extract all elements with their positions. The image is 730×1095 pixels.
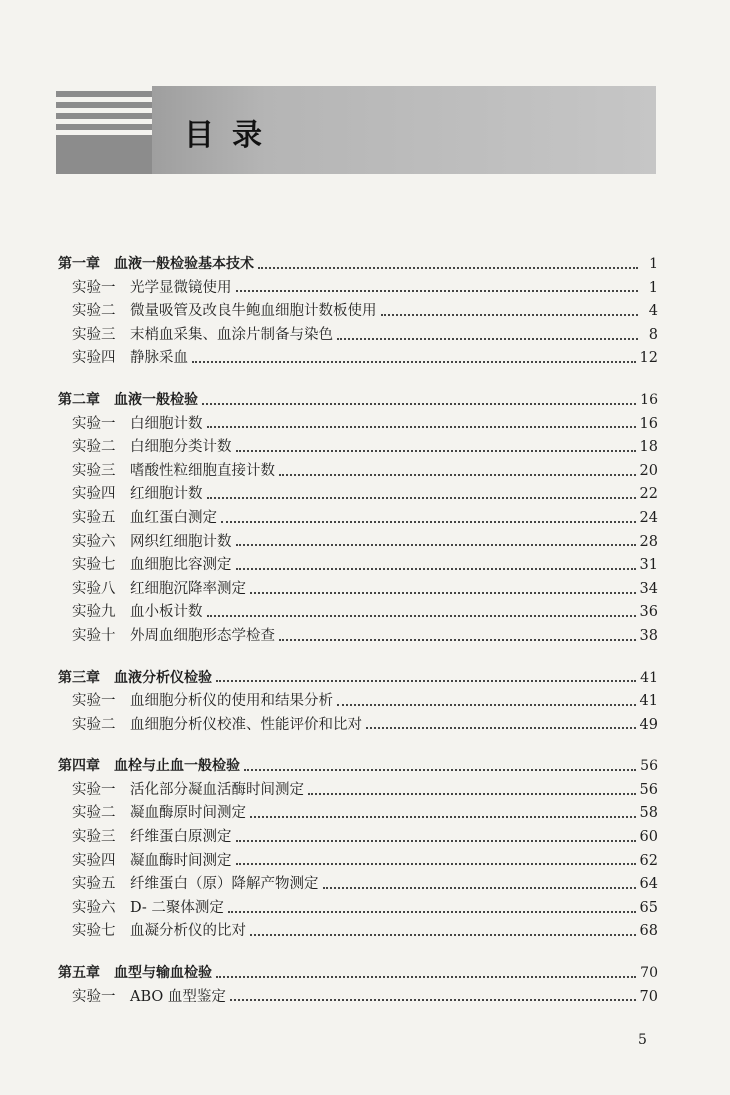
item-page-number: 8 xyxy=(648,326,658,343)
chapter-title: 血型与输血检验 xyxy=(114,965,212,982)
item-label: 实验七 xyxy=(72,923,116,940)
item-label: 实验三 xyxy=(72,829,116,846)
toc-item-entry[interactable] xyxy=(58,850,658,874)
toc-header-banner xyxy=(56,86,656,174)
decorative-block xyxy=(56,138,152,174)
chapter-label: 第五章 xyxy=(58,965,100,982)
item-label: 实验一 xyxy=(72,279,116,296)
dot-leader xyxy=(236,450,636,452)
dot-leader xyxy=(207,615,636,617)
item-title: 红细胞沉降率测定 xyxy=(130,580,246,597)
toc-item-entry[interactable] xyxy=(58,897,658,921)
item-label: 实验五 xyxy=(72,509,116,526)
item-title: 血凝分析仪的比对 xyxy=(130,923,246,940)
item-label: 实验三 xyxy=(72,462,116,479)
dot-leader xyxy=(230,999,636,1001)
item-page-number: 56 xyxy=(639,781,658,798)
item-label: 实验一 xyxy=(72,415,116,432)
item-title: 血红蛋白测定 xyxy=(130,509,217,526)
dot-leader xyxy=(228,911,636,913)
item-label: 实验四 xyxy=(72,350,116,367)
dot-leader xyxy=(337,338,638,340)
item-page-number: 34 xyxy=(639,580,658,597)
chapter-spacer xyxy=(58,649,658,667)
chapter-title: 血液一般检验基本技术 xyxy=(114,256,254,272)
item-label: 实验七 xyxy=(72,557,116,574)
dot-leader xyxy=(250,816,636,818)
chapter-page-number: 56 xyxy=(640,758,658,775)
dot-leader xyxy=(323,887,636,889)
toc-item-entry[interactable] xyxy=(58,873,658,897)
chapter-page-number: 16 xyxy=(640,391,658,408)
item-label: 实验八 xyxy=(72,580,116,597)
item-page-number: 28 xyxy=(639,533,658,550)
dot-leader xyxy=(279,639,636,641)
toc-item-entry[interactable] xyxy=(58,413,658,437)
chapter-page-number: 41 xyxy=(640,669,658,686)
item-title: 红细胞计数 xyxy=(130,486,203,503)
toc-item-entry[interactable] xyxy=(58,436,658,460)
toc-item-entry[interactable] xyxy=(58,483,658,507)
table-of-contents xyxy=(58,253,658,1009)
dot-leader xyxy=(244,769,636,771)
toc-item-entry[interactable] xyxy=(58,277,658,301)
chapter-spacer xyxy=(58,737,658,755)
dot-leader xyxy=(366,727,636,729)
dot-leader xyxy=(337,704,636,706)
toc-item-entry[interactable] xyxy=(58,826,658,850)
toc-item-entry[interactable] xyxy=(58,324,658,348)
item-label: 实验二 xyxy=(72,716,116,733)
item-title: D- 二聚体测定 xyxy=(130,899,224,916)
chapter-title: 血栓与止血一般检验 xyxy=(114,758,240,775)
item-title: 凝血酶原时间测定 xyxy=(130,805,246,822)
page-number: 5 xyxy=(638,1032,647,1048)
item-label: 实验四 xyxy=(72,486,116,503)
dot-leader xyxy=(216,680,636,682)
item-label: 实验六 xyxy=(72,533,116,550)
item-title: 血细胞分析仪的使用和结果分析 xyxy=(130,693,333,710)
toc-chapter-entry[interactable] xyxy=(58,667,658,691)
item-title: 网织红细胞计数 xyxy=(130,533,232,550)
dot-leader xyxy=(236,840,636,842)
item-title: ABO 血型鉴定 xyxy=(130,988,226,1005)
item-title: 活化部分凝血活酶时间测定 xyxy=(130,781,304,798)
item-label: 实验十 xyxy=(72,627,116,644)
item-page-number: 65 xyxy=(639,899,658,916)
item-page-number: 64 xyxy=(639,876,658,893)
item-title: 末梢血采集、血涂片制备与染色 xyxy=(130,326,333,343)
item-label: 实验五 xyxy=(72,876,116,893)
toc-item-entry[interactable] xyxy=(58,347,658,371)
chapter-page-number: 1 xyxy=(649,256,658,272)
dot-leader xyxy=(207,426,636,428)
toc-item-entry[interactable] xyxy=(58,714,658,738)
dot-leader xyxy=(250,592,636,594)
item-title: 嗜酸性粒细胞直接计数 xyxy=(130,462,275,479)
chapter-label: 第四章 xyxy=(58,758,100,775)
item-page-number: 12 xyxy=(639,350,658,367)
item-page-number: 70 xyxy=(639,988,658,1005)
dot-leader xyxy=(236,863,636,865)
toc-item-entry[interactable] xyxy=(58,554,658,578)
chapter-label: 第一章 xyxy=(58,256,100,272)
item-label: 实验二 xyxy=(72,805,116,822)
item-page-number: 41 xyxy=(639,693,658,710)
toc-item-entry[interactable] xyxy=(58,690,658,714)
chapter-spacer xyxy=(58,944,658,962)
item-page-number: 58 xyxy=(639,805,658,822)
item-title: 血细胞比容测定 xyxy=(130,557,232,574)
item-title: 凝血酶时间测定 xyxy=(130,852,232,869)
toc-item-entry[interactable] xyxy=(58,986,658,1010)
dot-leader xyxy=(258,267,638,269)
item-page-number: 20 xyxy=(639,462,658,479)
toc-item-entry[interactable] xyxy=(58,779,658,803)
item-page-number: 68 xyxy=(639,923,658,940)
dot-leader xyxy=(236,568,636,570)
toc-chapter-entry[interactable] xyxy=(58,389,658,413)
dot-leader xyxy=(221,521,636,523)
toc-item-entry[interactable] xyxy=(58,578,658,602)
chapter-label: 第三章 xyxy=(58,669,100,686)
item-page-number: 36 xyxy=(639,604,658,621)
chapter-spacer xyxy=(58,371,658,389)
item-page-number: 18 xyxy=(639,439,658,456)
item-label: 实验六 xyxy=(72,899,116,916)
item-page-number: 16 xyxy=(639,415,658,432)
page-title: 目录 xyxy=(184,118,280,153)
item-title: 血细胞分析仪校准、性能评价和比对 xyxy=(130,716,362,733)
dot-leader xyxy=(207,497,636,499)
item-page-number: 24 xyxy=(639,509,658,526)
item-page-number: 31 xyxy=(639,557,658,574)
chapter-title: 血液分析仪检验 xyxy=(114,669,212,686)
item-title: 白细胞计数 xyxy=(130,415,203,432)
dot-leader xyxy=(216,976,636,978)
toc-item-entry[interactable] xyxy=(58,531,658,555)
toc-item-entry[interactable] xyxy=(58,507,658,531)
item-page-number: 62 xyxy=(639,852,658,869)
toc-chapter-entry[interactable] xyxy=(58,253,658,277)
item-page-number: 49 xyxy=(639,716,658,733)
chapter-page-number: 70 xyxy=(640,965,658,982)
item-label: 实验二 xyxy=(72,303,116,320)
chapter-label: 第二章 xyxy=(58,391,100,408)
dot-leader xyxy=(192,361,636,363)
toc-item-entry[interactable] xyxy=(58,920,658,944)
item-label: 实验九 xyxy=(72,604,116,621)
item-title: 白细胞分类计数 xyxy=(130,439,232,456)
dot-leader xyxy=(381,314,639,316)
dot-leader xyxy=(236,544,636,546)
item-page-number: 1 xyxy=(648,279,658,296)
item-label: 实验一 xyxy=(72,988,116,1005)
item-title: 纤维蛋白原测定 xyxy=(130,829,232,846)
toc-chapter-entry[interactable] xyxy=(58,962,658,986)
item-page-number: 38 xyxy=(639,627,658,644)
toc-item-entry[interactable] xyxy=(58,460,658,484)
item-page-number: 22 xyxy=(639,486,658,503)
item-title: 静脉采血 xyxy=(130,350,188,367)
toc-chapter-entry[interactable] xyxy=(58,755,658,779)
toc-item-entry[interactable] xyxy=(58,601,658,625)
item-title: 外周血细胞形态学检查 xyxy=(130,627,275,644)
item-label: 实验三 xyxy=(72,326,116,343)
chapter-title: 血液一般检验 xyxy=(114,391,198,408)
item-label: 实验一 xyxy=(72,693,116,710)
item-title: 血小板计数 xyxy=(130,604,203,621)
item-label: 实验一 xyxy=(72,781,116,798)
decorative-stripes xyxy=(56,86,152,138)
item-title: 光学显微镜使用 xyxy=(130,279,232,296)
item-title: 纤维蛋白（原）降解产物测定 xyxy=(130,876,319,893)
item-label: 实验二 xyxy=(72,439,116,456)
item-label: 实验四 xyxy=(72,852,116,869)
dot-leader xyxy=(202,403,636,405)
toc-item-entry[interactable] xyxy=(58,300,658,324)
dot-leader xyxy=(250,934,636,936)
dot-leader xyxy=(236,290,639,292)
item-page-number: 60 xyxy=(639,829,658,846)
item-title: 微量吸管及改良牛鲍血细胞计数板使用 xyxy=(130,303,377,320)
item-page-number: 4 xyxy=(648,303,658,320)
toc-item-entry[interactable] xyxy=(58,802,658,826)
dot-leader xyxy=(308,793,636,795)
toc-item-entry[interactable] xyxy=(58,625,658,649)
dot-leader xyxy=(279,474,636,476)
